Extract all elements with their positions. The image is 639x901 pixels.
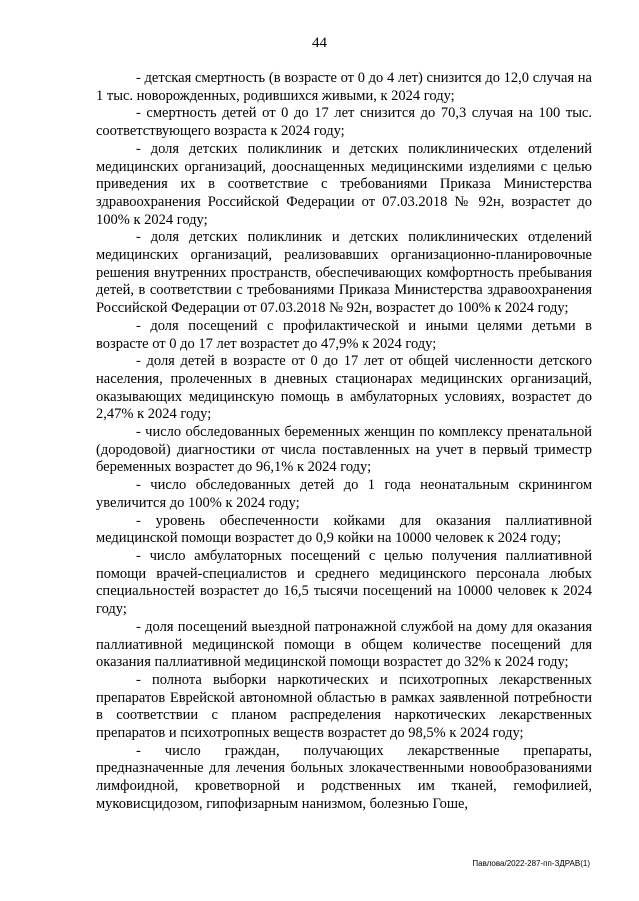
paragraph-prenatal-diagnostics: - число обследованных беременных женщин по комплексу пренатальной (дородовой) диагностики от числа поставленных на учет в первый триместр беременных возрастет до 96,1% к 2024 году;: [96, 424, 592, 476]
paragraph-day-hospital: - доля детей в возрасте от 0 до 17 лет от общей численности детского населения, пролеченных в дневных стационарах медицинских организаций, оказывающих медицинскую помощь в амбулаторных условиях, возрастет до 2,47% к 2024 году;: [96, 353, 592, 423]
paragraph-infant-mortality: - детская смертность (в возрасте от 0 до 4 лет) снизится до 12,0 случая на 1 тыс. новорожденных, родившихся живыми, к 2024 году;: [96, 70, 592, 104]
paragraph-polyclinic-planning: - доля детских поликлиник и детских поликлинических отделений медицинских организаций, реализовавших организационно-планировочные решения внутренних пространств, обеспечивающих комфортность пребывания детей, в соответствии с требованиями Приказа Министерства здравоохранения Российской Федерации от 07.03.2018 № 92н, возрастет до 100% к 2024 году;: [96, 229, 592, 317]
paragraph-preventive-visits: - доля посещений с профилактической и иными целями детьми в возрасте от 0 до 17 лет возрастет до 47,9% к 2024 году;: [96, 317, 592, 352]
paragraph-palliative-visits: - число амбулаторных посещений с целью получения паллиативной помощи врачей-специалистов и среднего медицинского персонала любых специальностей возрастет до 16,5 тысячи посещений на 10000 человек к 2024 году;: [96, 547, 592, 618]
paragraph-medication-recipients: - число граждан, получающих лекарственные препараты, предназначенные для лечения больных злокачественными новообразованиями лимфоидной, кроветворной и родственных им тканей, гемофилией, муковисцидозом, гипофизарным нанизмом, болезнью Гоше,: [96, 742, 592, 812]
paragraph-narcotic-drugs: - полнота выборки наркотических и психотропных лекарственных препаратов Еврейской автономной областью в рамках заявленной потребности в соответствии с планом распределения наркотических лекарственных препаратов и психотропных веществ возрастет до 98,5% к 2024 году;: [96, 671, 592, 742]
paragraph-home-palliative: - доля посещений выездной патронажной службой на дому для оказания паллиативной медицинской помощи в общем количестве посещений для оказания паллиативной медицинской помощи возрастет до 32% к 2024 году;: [96, 618, 592, 671]
page-number: 44: [312, 35, 327, 51]
paragraph-polyclinic-equipment: - доля детских поликлиник и детских поликлинических отделений медицинских организаций, дооснащенных медицинскими изделиями с целью приведения их в соответствие с требованиями Приказа Министерства здравоохранения Российской Федерации от 07.03.2018 № 92н, возрастет до 100% к 2024 году;: [96, 140, 592, 228]
footer-document-code: Павлова/2022-287-пп-ЗДРАВ(1): [472, 859, 590, 868]
paragraph-palliative-beds: - уровень обеспеченности койками для оказания паллиативной медицинской помощи возрастет до 0,9 койки на 10000 человек к 2024 году;: [96, 512, 592, 547]
paragraph-child-mortality: - смертность детей от 0 до 17 лет снизится до 70,3 случая на 100 тыс. соответствующего возраста к 2024 году;: [96, 105, 592, 140]
paragraph-neonatal-screening: - число обследованных детей до 1 года неонатальным скринингом увеличится до 100% к 2024 году;: [96, 477, 592, 511]
document-body: [96, 70, 592, 814]
